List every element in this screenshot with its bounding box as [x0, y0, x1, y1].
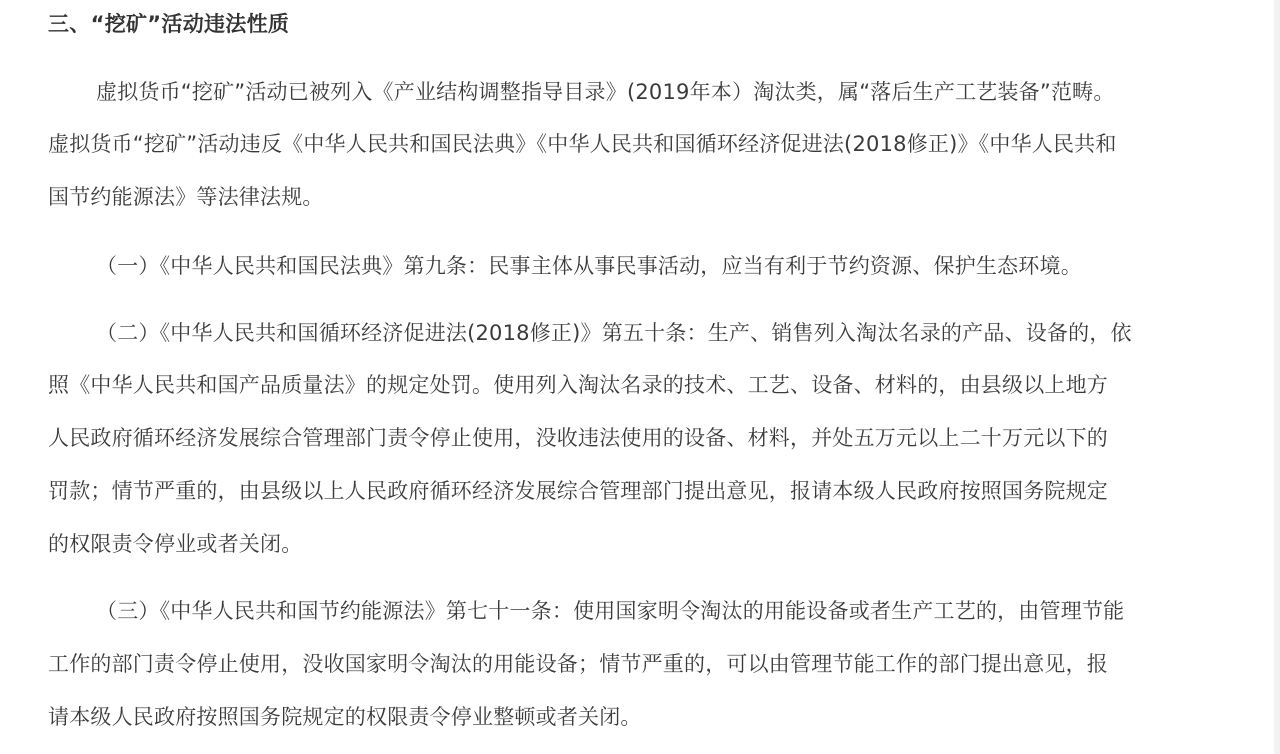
page-edge-strip [1274, 0, 1280, 754]
paragraph-line: 请本级人民政府按照国务院规定的权限责令停业整顿或者关闭。 [48, 705, 642, 729]
paragraph-line: 虚拟货币“挖矿”活动已被列入《产业结构调整指导目录》(2019年本）淘汰类，属“落后生产工艺装备”范畴。 [96, 80, 1115, 104]
paragraph-line: （二）《中华人民共和国循环经济促进法(2018修正)》第五十条：生产、销售列入淘汰名录的产品、设备的，依 [96, 321, 1132, 345]
paragraph-line: 照《中华人民共和国产品质量法》的规定处罚。使用列入淘汰名录的技术、工艺、设备、材料的，由县级以上地方 [48, 373, 1108, 397]
paragraph-line: 国节约能源法》等法律法规。 [48, 185, 324, 209]
paragraph-line: 人民政府循环经济发展综合管理部门责令停止使用，没收违法使用的设备、材料，并处五万元以上二十万元以下的 [48, 426, 1108, 450]
paragraph-line: 虚拟货币“挖矿”活动违反《中华人民共和国民法典》《中华人民共和国循环经济促进法(2018修正)》《中华人民共和 [48, 132, 1117, 156]
paragraph-line: 工作的部门责令停止使用，没收国家明令淘汰的用能设备；情节严重的，可以由管理节能工作的部门提出意见，报 [48, 652, 1108, 676]
paragraph-line: 的权限责令停业或者关闭。 [48, 532, 303, 556]
paragraph-line: 罚款；情节严重的，由县级以上人民政府循环经济发展综合管理部门提出意见，报请本级人民政府按照国务院规定 [48, 479, 1108, 503]
section-heading: 三、“挖矿”活动违法性质 [48, 12, 290, 36]
paragraph-line: （一）《中华人民共和国民法典》第九条：民事主体从事民事活动，应当有利于节约资源、保护生态环境。 [96, 254, 1082, 278]
paragraph-line: （三）《中华人民共和国节约能源法》第七十一条：使用国家明令淘汰的用能设备或者生产工艺的，由管理节能 [96, 599, 1125, 623]
